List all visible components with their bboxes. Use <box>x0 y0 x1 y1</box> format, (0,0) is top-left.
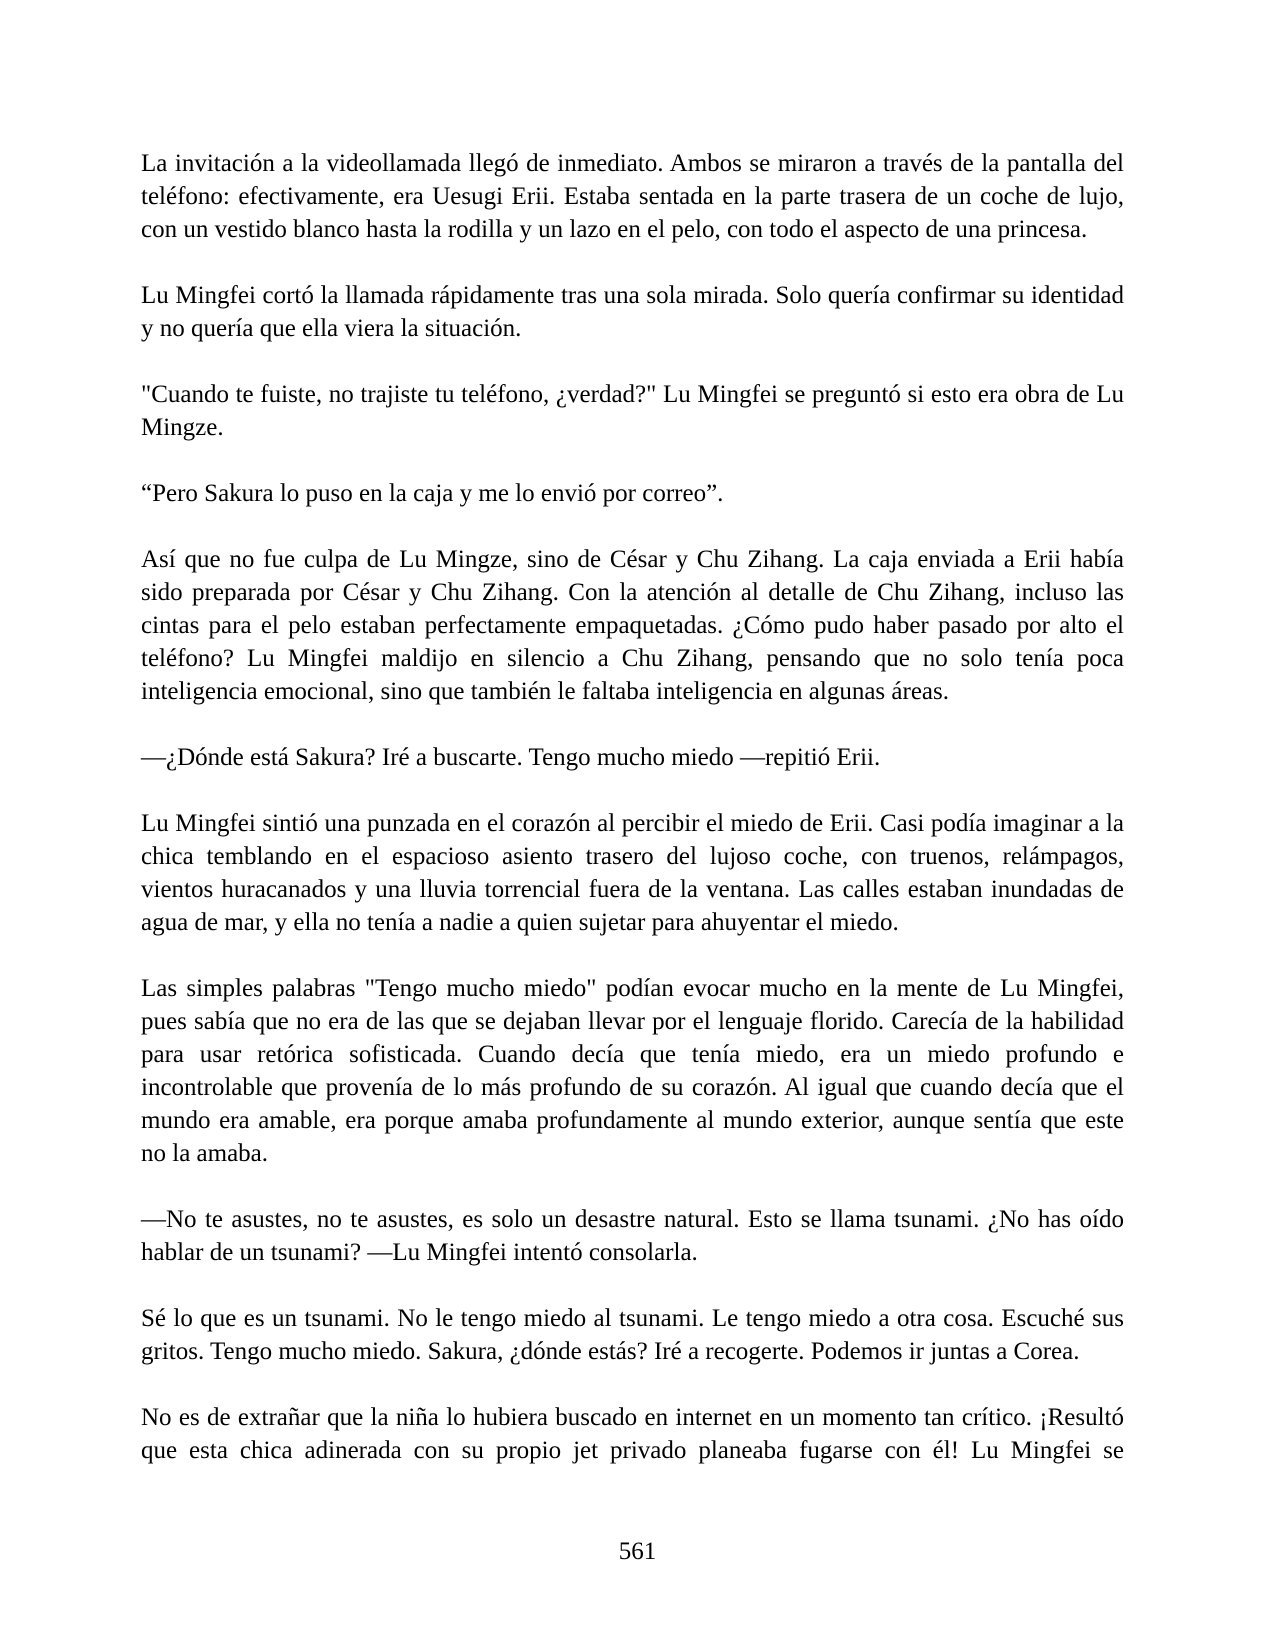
paragraph: “Pero Sakura lo puso en la caja y me lo envió por correo”. <box>141 480 724 507</box>
page-number: 561 <box>618 1538 657 1565</box>
paragraph: Las simples palabras "Tengo mucho miedo" podían evocar mucho en la mente de Lu Mingfei, pues sabía que no era de las que se dejaban llevar por el lenguaje florido. Carecía de la habilidad para usar retórica sofisticada. Cuando decía que tenía miedo, era un miedo profundo e incontrolable que provenía de lo más profundo de su corazón. Al igual que cuando decía que el mundo era amable, era porque amaba profundamente al mundo exterior, aunque sentía que este no la amaba. <box>141 975 1124 1167</box>
paragraph: Sé lo que es un tsunami. No le tengo miedo al tsunami. Le tengo miedo a otra cosa. Escuché sus gritos. Tengo mucho miedo. Sakura, ¿dónde estás? Iré a recogerte. Podemos ir juntas a Corea. <box>141 1305 1124 1365</box>
paragraph: —No te asustes, no te asustes, es solo un desastre natural. Esto se llama tsunami. ¿No has oído hablar de un tsunami? —Lu Mingfei intentó consolarla. <box>141 1206 1124 1266</box>
paragraph: Lu Mingfei sintió una punzada en el corazón al percibir el miedo de Erii. Casi podía imaginar a la chica temblando en el espacioso asiento trasero del lujoso coche, con truenos, relámpagos, vientos huracanados y una lluvia torrencial fuera de la ventana. Las calles estaban inundadas de agua de mar, y ella no tenía a nadie a quien sujetar para ahuyentar el miedo. <box>141 810 1124 936</box>
paragraph: Lu Mingfei cortó la llamada rápidamente tras una sola mirada. Solo quería confirmar su identidad y no quería que ella viera la situación. <box>141 282 1124 342</box>
paragraph: La invitación a la videollamada llegó de inmediato. Ambos se miraron a través de la pantalla del teléfono: efectivamente, era Uesugi Erii. Estaba sentada en la parte trasera de un coche de lujo, con un vestido blanco hasta la rodilla y un lazo en el pelo, con todo el aspecto de una princesa. <box>141 150 1124 243</box>
paragraph: —¿Dónde está Sakura? Iré a buscarte. Tengo mucho miedo —repitió Erii. <box>141 744 881 771</box>
paragraph: "Cuando te fuiste, no trajiste tu teléfono, ¿verdad?" Lu Mingfei se preguntó si esto era obra de Lu Mingze. <box>141 381 1124 441</box>
page-content <box>141 147 1124 1467</box>
paragraph: Así que no fue culpa de Lu Mingze, sino de César y Chu Zihang. La caja enviada a Erii había sido preparada por César y Chu Zihang. Con la atención al detalle de Chu Zihang, incluso las cintas para el pelo estaban perfectamente empaquetadas. ¿Cómo pudo haber pasado por alto el teléfono? Lu Mingfei maldijo en silencio a Chu Zihang, pensando que no solo tenía poca inteligencia emocional, sino que también le faltaba inteligencia en algunas áreas. <box>141 546 1124 705</box>
paragraph: No es de extrañar que la niña lo hubiera buscado en internet en un momento tan crítico. ¡Resultó que esta chica adinerada con su propio jet privado planeaba fugarse con él! Lu Mingfei se <box>141 1404 1124 1464</box>
